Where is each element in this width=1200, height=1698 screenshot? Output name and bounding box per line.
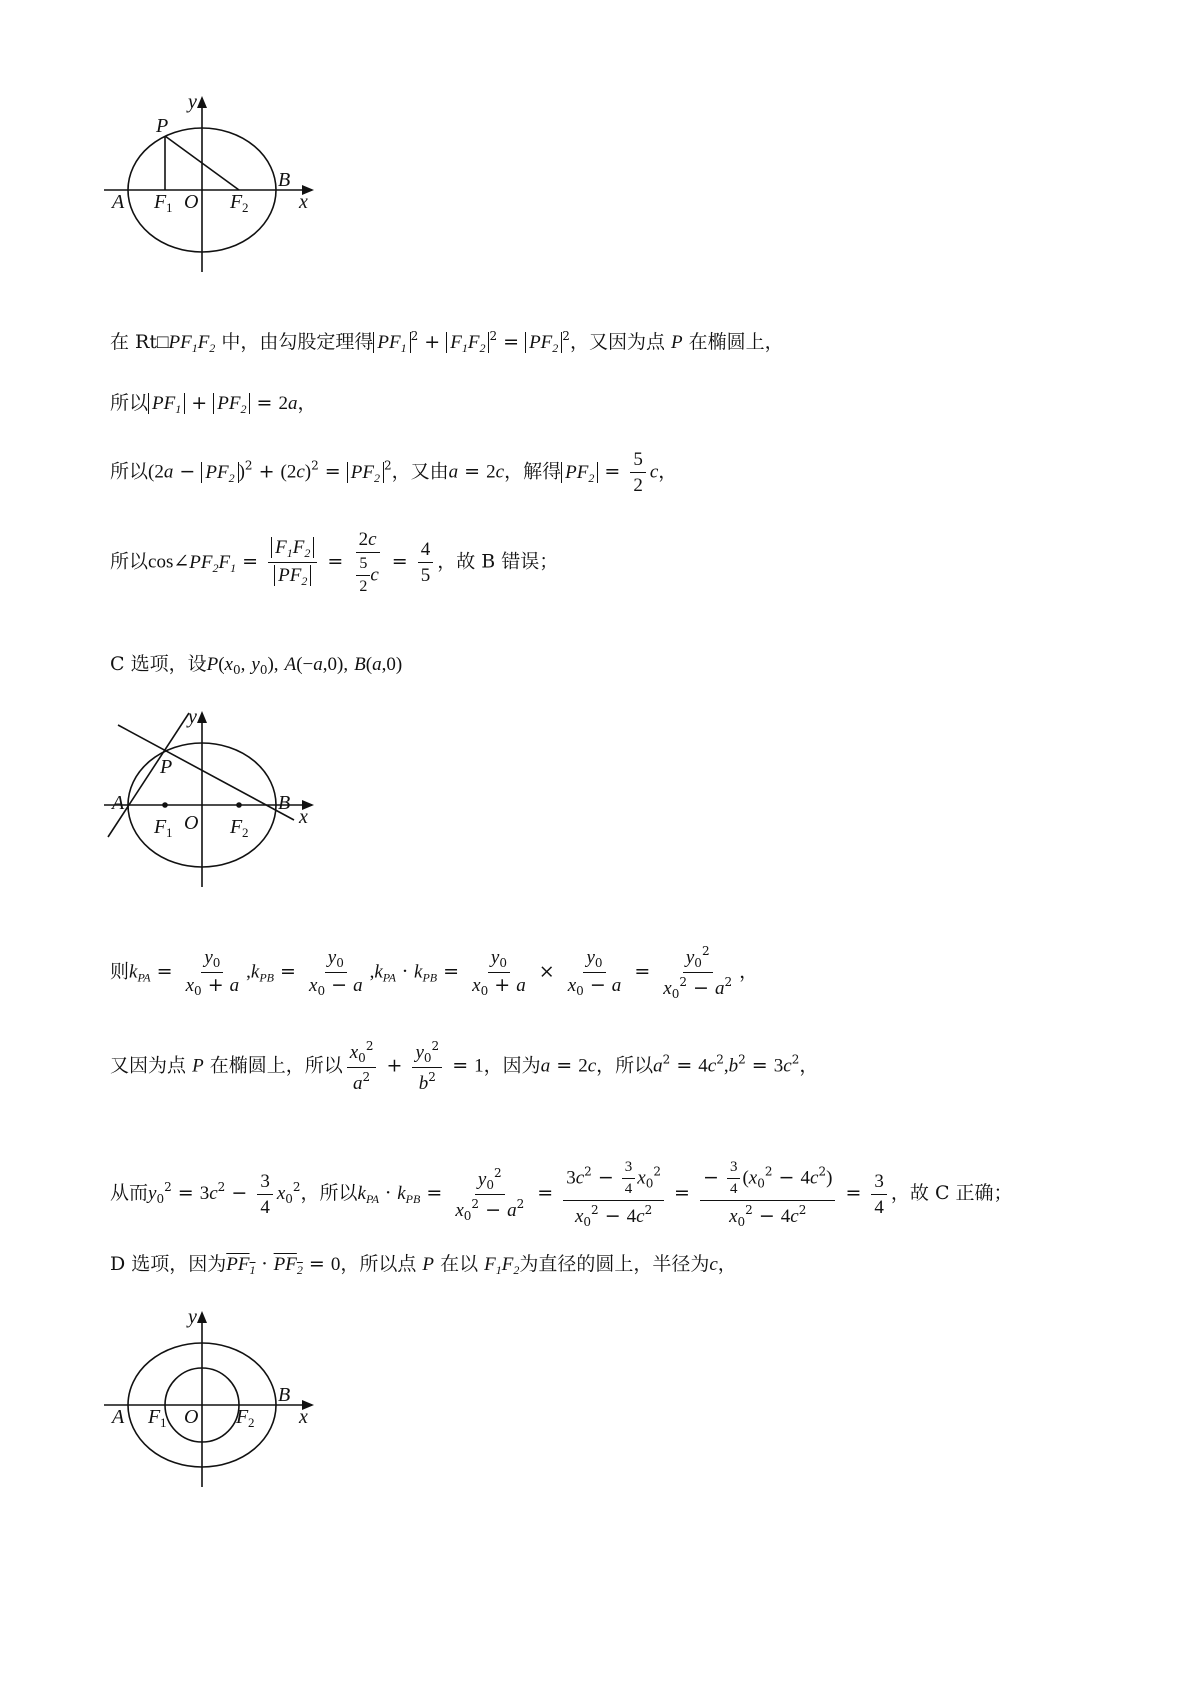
text-line-ellipse-equation: 又因为点 P 在椭圆上，所以 $\frac{x_0^2}{a^2}$ + $\frac{y_0^2}{b^2}$ = 1，因为a = 2c，所以$a^2 = 4c^2,b^2 = 3c^2$， — [110, 1039, 819, 1094]
point-b-label: B — [278, 169, 291, 191]
point-f2-subscript: 2 — [242, 200, 249, 215]
point-a-label: A — [112, 792, 125, 814]
x-axis-label: x — [299, 191, 308, 213]
point-f1-label: F — [154, 816, 167, 838]
y-axis-label: y — [188, 1306, 197, 1328]
point-f1-subscript: 1 — [160, 1415, 167, 1430]
point-f1-subscript: 1 — [166, 200, 173, 215]
point-a-label: A — [112, 1406, 125, 1428]
point-f2-label: F — [236, 1406, 249, 1428]
point-f1-subscript: 1 — [166, 825, 173, 840]
figure-ellipse-slopes — [104, 705, 344, 895]
figure-ellipse-inner-circle — [104, 1305, 334, 1495]
point-p-label: P — [156, 115, 169, 137]
text-line-option-c-setup: C 选项，设$P(x_0$, $y_0$), A(−a,0), B(a,0) — [110, 653, 403, 677]
x-axis-label: x — [299, 1406, 308, 1428]
text-line-option-d: D 选项，因为$PF_1 \cdot PF_2 = 0$，所以点 P 在以 $F_1F_2$为直径的圆上，半径为c， — [110, 1253, 737, 1277]
text-line-product-of-slopes: 从而$y_0^2 = 3c^2$ − $\frac{3}{4}$ $x_0^2$，所以$k_{PA} \cdot k_{PB}$ = $\frac{y_0^2}{x_0^2 - a^2}$ = $3c^2$ − $\frac{3}{4}$ $x_0^2$ $x_0^2 - 4c^2$ = − $\frac{3}{4}$ $(x_0^2 - 4c^2)$ $x_0^2 - 4c^2$ = $\frac{3}{4}$ ，故 C 正确； — [110, 1159, 1013, 1229]
point-b-label: B — [278, 1384, 291, 1406]
point-b-label: B — [278, 792, 291, 814]
origin-label: O — [184, 812, 199, 834]
origin-label: O — [184, 1406, 199, 1428]
point-f1-label: F — [154, 191, 167, 213]
point-f2-subscript: 2 — [248, 1415, 255, 1430]
text-line-cosine: 所以$\cos\angle PF_2F_1$ = $\frac{F_1F_2}{PF_2}$ = 2c $\frac{5}{2}$ c = $\frac{4}{5}$ ，故 B 错误； — [110, 529, 559, 595]
y-axis-label: y — [188, 91, 197, 113]
point-a-label: A — [112, 191, 125, 213]
text-line-solve-pf2: 所以($2a - PF_2$ )$^2 + (2c)^2 = PF_2^2$，又由a = 2c，解得 $PF_2$ = $\frac{5}{2}$ c， — [110, 449, 678, 496]
point-f1-label: F — [148, 1406, 161, 1428]
text-line-ellipse-sum: 所以 $PF_1 + PF_2 = 2a$， — [110, 392, 317, 416]
figure-ellipse-right-triangle — [104, 90, 334, 280]
point-f2-label: F — [230, 191, 243, 213]
y-axis-label: y — [188, 706, 197, 728]
text-line-slopes: 则$k_{PA}$ = $\frac{y_0}{x_0 + a}$ $,k_{PB}$ = $\frac{y_0}{x_0 - a}$ $,k_{PA} \cdot k_{PB}$ = $\frac{y_0}{x_0 + a}$ × $\frac{y_0}{x_0 - a}$ = $\frac{y_0^2}{x_0^2 - a^2}$ ， — [110, 944, 759, 1001]
point-f2-label: F — [230, 816, 243, 838]
text-line-pythagorean: 在 $Rt□PF_1F_2$ 中，由勾股定理得 $PF_1^2 + F_1F_2^2 = PF_2^2$，又因为点 P 在椭圆上， — [110, 329, 784, 355]
x-axis-label: x — [299, 806, 308, 828]
point-f2-subscript: 2 — [242, 825, 249, 840]
point-p-label: P — [160, 756, 173, 778]
origin-label: O — [184, 191, 199, 213]
